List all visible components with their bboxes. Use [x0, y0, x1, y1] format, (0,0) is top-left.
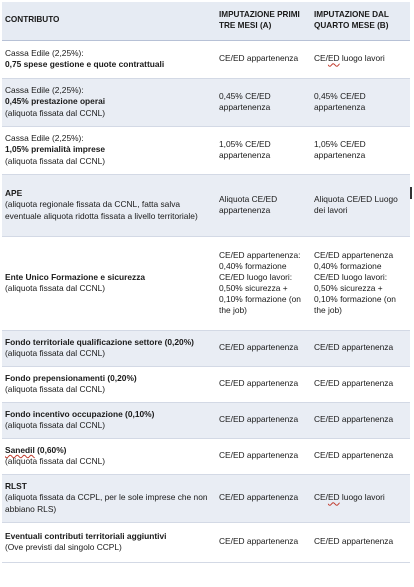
table-row	[2, 522, 410, 562]
header-imputazione-b: IMPUTAZIONE DAL QUARTO MESE (B)	[311, 2, 410, 40]
table-row	[2, 438, 410, 474]
imputazione-b-cell: CE/ED appartenenza 0,40% formazione CE/ED luogo lavori: 0,50% sicurezza + 0,10% formazione (on the job)	[311, 236, 410, 330]
imputazione-a-cell: CE/ED appartenenza	[216, 474, 311, 522]
imputazione-b-cell: CE/ED appartenenza	[311, 366, 410, 402]
imputazione-a-cell: CE/ED appartenenza	[216, 330, 311, 366]
table-row	[2, 236, 410, 330]
contributo-cell: Fondo incentivo occupazione (0,10%) (aliquota fissata dal CCNL)	[2, 402, 216, 438]
contributo-cell: Fondo prepensionamenti (0,20%) (aliquota fissata dal CCNL)	[2, 366, 216, 402]
table-row	[2, 40, 410, 78]
imputazione-a-cell: Aliquota CE/ED appartenenza	[216, 174, 311, 236]
text-cursor-marker	[410, 187, 412, 199]
imputazione-b-cell: CE/ED appartenenza	[311, 330, 410, 366]
table-header-row	[2, 2, 410, 40]
imputazione-b-cell: CE/ED luogo lavori	[311, 474, 410, 522]
imputazione-a-cell: 1,05% CE/ED appartenenza	[216, 126, 311, 174]
header-imputazione-a: IMPUTAZIONE PRIMI TRE MESI (A)	[216, 2, 311, 40]
header-contributo: CONTRIBUTO	[2, 2, 216, 40]
imputazione-b-cell: CE/ED luogo lavori	[311, 40, 410, 78]
imputazione-b-cell: 0,45% CE/ED appartenenza	[311, 78, 410, 126]
contributo-cell: APE (aliquota regionale fissata da CCNL, fatta salva eventuale aliquota ridotta fissata a livello territoriale)	[2, 174, 216, 236]
imputazione-a-cell: CE/ED appartenenza	[216, 366, 311, 402]
contributions-table	[2, 2, 410, 563]
table-row	[2, 366, 410, 402]
table-row	[2, 78, 410, 126]
imputazione-a-cell: CE/ED appartenenza	[216, 522, 311, 562]
contributo-cell: Sanedil (0,60%) (aliquota fissata dal CCNL)	[2, 438, 216, 474]
contributo-cell: RLST (aliquota fissata da CCPL, per le sole imprese che non abbiano RLS)	[2, 474, 216, 522]
table-row	[2, 330, 410, 366]
table-row	[2, 474, 410, 522]
contributo-cell: Cassa Edile (2,25%): 1,05% premialità imprese (aliquota fissata dal CCNL)	[2, 126, 216, 174]
contributo-cell: Fondo territoriale qualificazione settore (0,20%) (aliquota fissata dal CCNL)	[2, 330, 216, 366]
table-row	[2, 402, 410, 438]
contributo-cell: Ente Unico Formazione e sicurezza (aliquota fissata dal CCNL)	[2, 236, 216, 330]
imputazione-a-cell: CE/ED appartenenza: 0,40% formazione CE/ED luogo lavori: 0,50% sicurezza + 0,10% formazione (on the job)	[216, 236, 311, 330]
imputazione-b-cell: CE/ED appartenenza	[311, 402, 410, 438]
imputazione-a-cell: CE/ED appartenenza	[216, 402, 311, 438]
imputazione-a-cell: CE/ED appartenenza	[216, 438, 311, 474]
imputazione-b-cell: CE/ED appartenenza	[311, 438, 410, 474]
imputazione-a-cell: 0,45% CE/ED appartenenza	[216, 78, 311, 126]
imputazione-a-cell: CE/ED appartenenza	[216, 40, 311, 78]
contributo-cell: Eventuali contributi territoriali aggiuntivi (Ove previsti dal singolo CCPL)	[2, 522, 216, 562]
table-row	[2, 174, 410, 236]
contributo-cell: Cassa Edile (2,25%): 0,75 spese gestione e quote contrattuali	[2, 40, 216, 78]
imputazione-b-cell: Aliquota CE/ED Luogo dei lavori	[311, 174, 410, 236]
contributo-cell: Cassa Edile (2,25%): 0,45% prestazione operai (aliquota fissata dal CCNL)	[2, 78, 216, 126]
table-row	[2, 126, 410, 174]
imputazione-b-cell: CE/ED appartenenza	[311, 522, 410, 562]
imputazione-b-cell: 1,05% CE/ED appartenenza	[311, 126, 410, 174]
